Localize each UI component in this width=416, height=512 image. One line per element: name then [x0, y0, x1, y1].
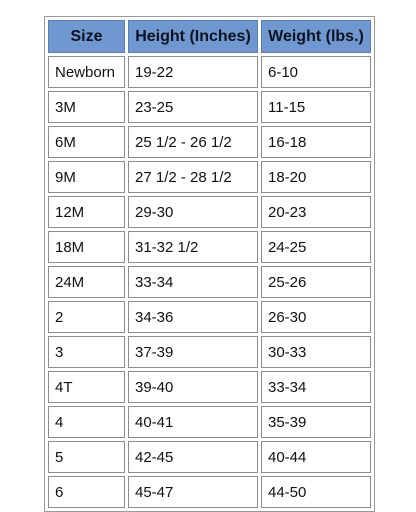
size-cell: 3: [48, 336, 125, 368]
height-cell: 45-47: [128, 476, 258, 508]
height-cell: 39-40: [128, 371, 258, 403]
header-weight: Weight (lbs.): [261, 20, 371, 53]
height-cell: 37-39: [128, 336, 258, 368]
table-row: [48, 441, 371, 473]
weight-cell: 35-39: [261, 406, 371, 438]
size-chart-table-frame: [44, 16, 375, 512]
weight-cell: 40-44: [261, 441, 371, 473]
size-cell: 4: [48, 406, 125, 438]
height-cell: 29-30: [128, 196, 258, 228]
size-cell: 24M: [48, 266, 125, 298]
size-cell: 6: [48, 476, 125, 508]
weight-cell: 25-26: [261, 266, 371, 298]
weight-cell: 33-34: [261, 371, 371, 403]
weight-cell: 26-30: [261, 301, 371, 333]
table-row: [48, 371, 371, 403]
size-cell: 6M: [48, 126, 125, 158]
weight-cell: 16-18: [261, 126, 371, 158]
weight-cell: 6-10: [261, 56, 371, 88]
table-row: [48, 126, 371, 158]
size-cell: 2: [48, 301, 125, 333]
table-row: [48, 91, 371, 123]
weight-cell: 24-25: [261, 231, 371, 263]
height-cell: 27 1/2 - 28 1/2: [128, 161, 258, 193]
size-cell: 12M: [48, 196, 125, 228]
weight-cell: 30-33: [261, 336, 371, 368]
table-row: [48, 301, 371, 333]
size-cell: 5: [48, 441, 125, 473]
weight-cell: 18-20: [261, 161, 371, 193]
header-row: [48, 20, 371, 53]
table-row: [48, 161, 371, 193]
weight-cell: 11-15: [261, 91, 371, 123]
height-cell: 34-36: [128, 301, 258, 333]
height-cell: 19-22: [128, 56, 258, 88]
header-height: Height (Inches): [128, 20, 258, 53]
size-cell: 4T: [48, 371, 125, 403]
height-cell: 33-34: [128, 266, 258, 298]
table-row: [48, 56, 371, 88]
table-row: [48, 231, 371, 263]
table-row: [48, 476, 371, 508]
weight-cell: 44-50: [261, 476, 371, 508]
size-cell: 9M: [48, 161, 125, 193]
height-cell: 42-45: [128, 441, 258, 473]
size-cell: 3M: [48, 91, 125, 123]
table-row: [48, 266, 371, 298]
height-cell: 25 1/2 - 26 1/2: [128, 126, 258, 158]
table-row: [48, 336, 371, 368]
size-cell: Newborn: [48, 56, 125, 88]
height-cell: 31-32 1/2: [128, 231, 258, 263]
size-cell: 18M: [48, 231, 125, 263]
table-row: [48, 406, 371, 438]
height-cell: 40-41: [128, 406, 258, 438]
height-cell: 23-25: [128, 91, 258, 123]
weight-cell: 20-23: [261, 196, 371, 228]
size-chart-table: [45, 17, 374, 511]
table-row: [48, 196, 371, 228]
header-size: Size: [48, 20, 125, 53]
